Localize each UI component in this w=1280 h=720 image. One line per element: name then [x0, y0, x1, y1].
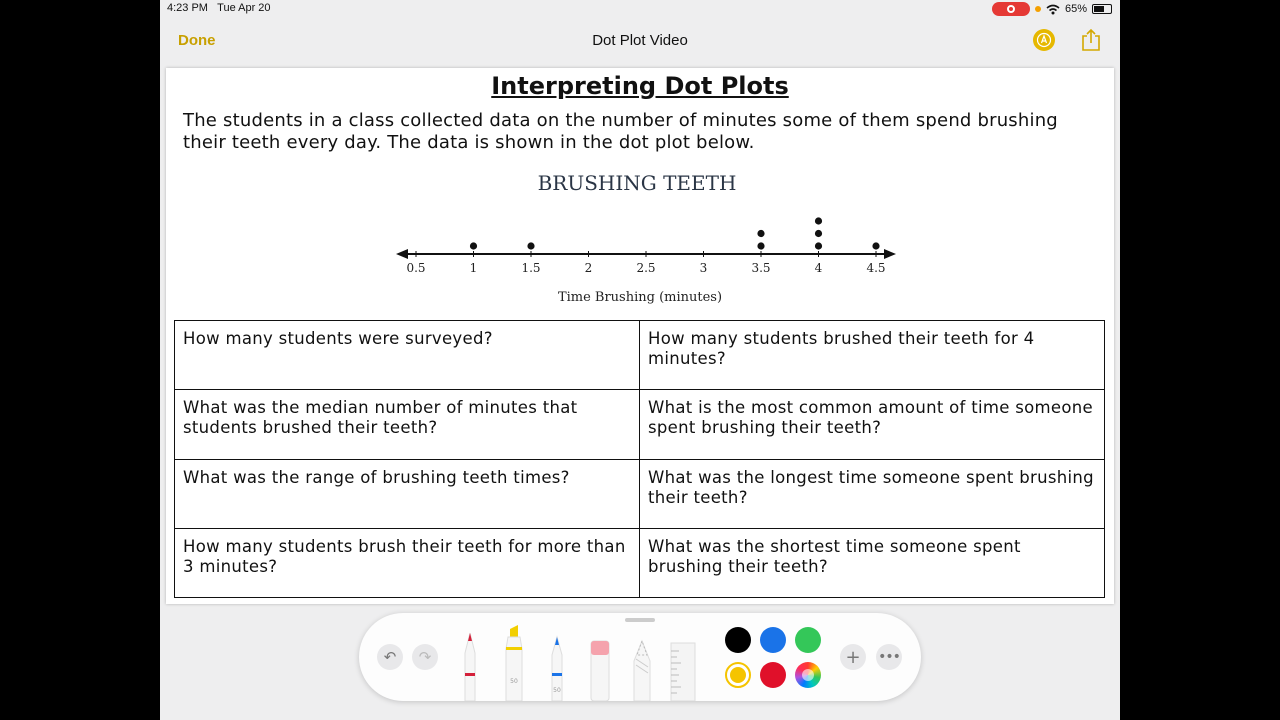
question-cell: How many students brush their teeth for more than 3 minutes?	[175, 528, 640, 597]
color-blue-swatch[interactable]	[760, 627, 786, 653]
document-title: Dot Plot Video	[592, 32, 688, 49]
pencil-size-label: 50	[553, 687, 561, 694]
ruler-tool-icon[interactable]	[669, 641, 697, 701]
color-yellow-swatch-selected[interactable]	[725, 662, 751, 688]
highlighter-tool-icon[interactable]	[501, 623, 527, 701]
question-cell: How many students were surveyed?	[175, 321, 640, 390]
wifi-icon	[1046, 4, 1060, 15]
data-dot	[470, 242, 477, 249]
more-options-icon[interactable]: •••	[876, 644, 902, 670]
status-date: Tue Apr 20	[217, 2, 271, 14]
data-dot	[872, 242, 879, 249]
color-red-swatch[interactable]	[760, 662, 786, 688]
chart-title: BRUSHING TEETH	[537, 171, 737, 195]
tick-label: 3.5	[751, 261, 771, 275]
table-row	[175, 528, 1105, 597]
redo-icon[interactable]: ↷	[412, 644, 438, 670]
worksheet-page[interactable]	[166, 68, 1114, 604]
pen-tip-icon	[1036, 32, 1052, 48]
tick-label: 3	[699, 261, 708, 275]
x-axis-label: Time Brushing (minutes)	[557, 290, 723, 305]
data-dot	[815, 230, 822, 237]
table-row	[175, 459, 1105, 528]
color-black-swatch[interactable]	[725, 627, 751, 653]
status-time: 4:23 PM	[167, 2, 208, 14]
data-dot	[527, 242, 534, 249]
dot-plot-chart	[386, 168, 906, 318]
eraser-tool-icon[interactable]	[587, 637, 613, 701]
worksheet-intro: The students in a class collected data on the number of minutes some of them spend brushing their teeth every day. The data is shown in the dot plot below.	[183, 110, 1058, 153]
tick-label: 1	[469, 261, 478, 275]
pencil-blue-tool-icon[interactable]	[544, 631, 570, 701]
axis-arrow-left	[396, 249, 408, 259]
nav-bar	[160, 22, 1120, 62]
status-time-date	[167, 2, 271, 14]
tick-label: 4	[814, 261, 823, 275]
tick-label: 2	[584, 261, 593, 275]
data-dot	[815, 217, 822, 224]
question-cell: What was the longest time someone spent brushing their teeth?	[640, 459, 1105, 528]
data-dot	[757, 242, 764, 249]
tick-label: 1.5	[521, 261, 541, 275]
markup-toolbar	[359, 613, 921, 701]
share-icon[interactable]	[1081, 28, 1101, 57]
battery-percent: 65%	[1064, 3, 1087, 15]
markup-icon[interactable]	[1033, 29, 1055, 51]
screen-recording-indicator[interactable]	[992, 2, 1030, 16]
data-dot	[757, 230, 764, 237]
worksheet-title: Interpreting Dot Plots	[491, 72, 789, 100]
color-green-swatch[interactable]	[795, 627, 821, 653]
question-cell: What was the median number of minutes that students brushed their teeth?	[175, 390, 640, 459]
mic-indicator-icon	[1035, 6, 1041, 12]
status-right	[992, 2, 1112, 16]
tick-label: 0.5	[406, 261, 426, 275]
question-cell: What was the shortest time someone spent brushing their teeth?	[640, 528, 1105, 597]
undo-icon[interactable]: ↶	[377, 644, 403, 670]
status-bar	[160, 0, 1120, 18]
table-row	[175, 321, 1105, 390]
record-icon	[1007, 5, 1015, 13]
tick-label: 4.5	[866, 261, 886, 275]
ipad-screen	[160, 0, 1120, 720]
axis-arrow-right	[884, 249, 896, 259]
highlighter-size-label: 50	[510, 678, 518, 685]
toolbar-grabber[interactable]	[625, 618, 655, 622]
battery-icon	[1092, 4, 1112, 14]
pen-tool-icon[interactable]	[457, 631, 483, 701]
x-axis	[396, 249, 896, 275]
color-picker-wheel-icon[interactable]	[795, 662, 821, 688]
question-cell: What is the most common amount of time someone spent brushing their teeth?	[640, 390, 1105, 459]
data-points	[470, 217, 880, 249]
question-cell: What was the range of brushing teeth times?	[175, 459, 640, 528]
done-button[interactable]: Done	[178, 32, 216, 49]
table-row	[175, 390, 1105, 459]
questions-table	[174, 320, 1105, 598]
data-dot	[815, 242, 822, 249]
tick-label: 2.5	[636, 261, 656, 275]
question-cell: How many students brushed their teeth for 4 minutes?	[640, 321, 1105, 390]
lasso-tool-icon[interactable]	[629, 637, 655, 701]
add-icon[interactable]: +	[840, 644, 866, 670]
